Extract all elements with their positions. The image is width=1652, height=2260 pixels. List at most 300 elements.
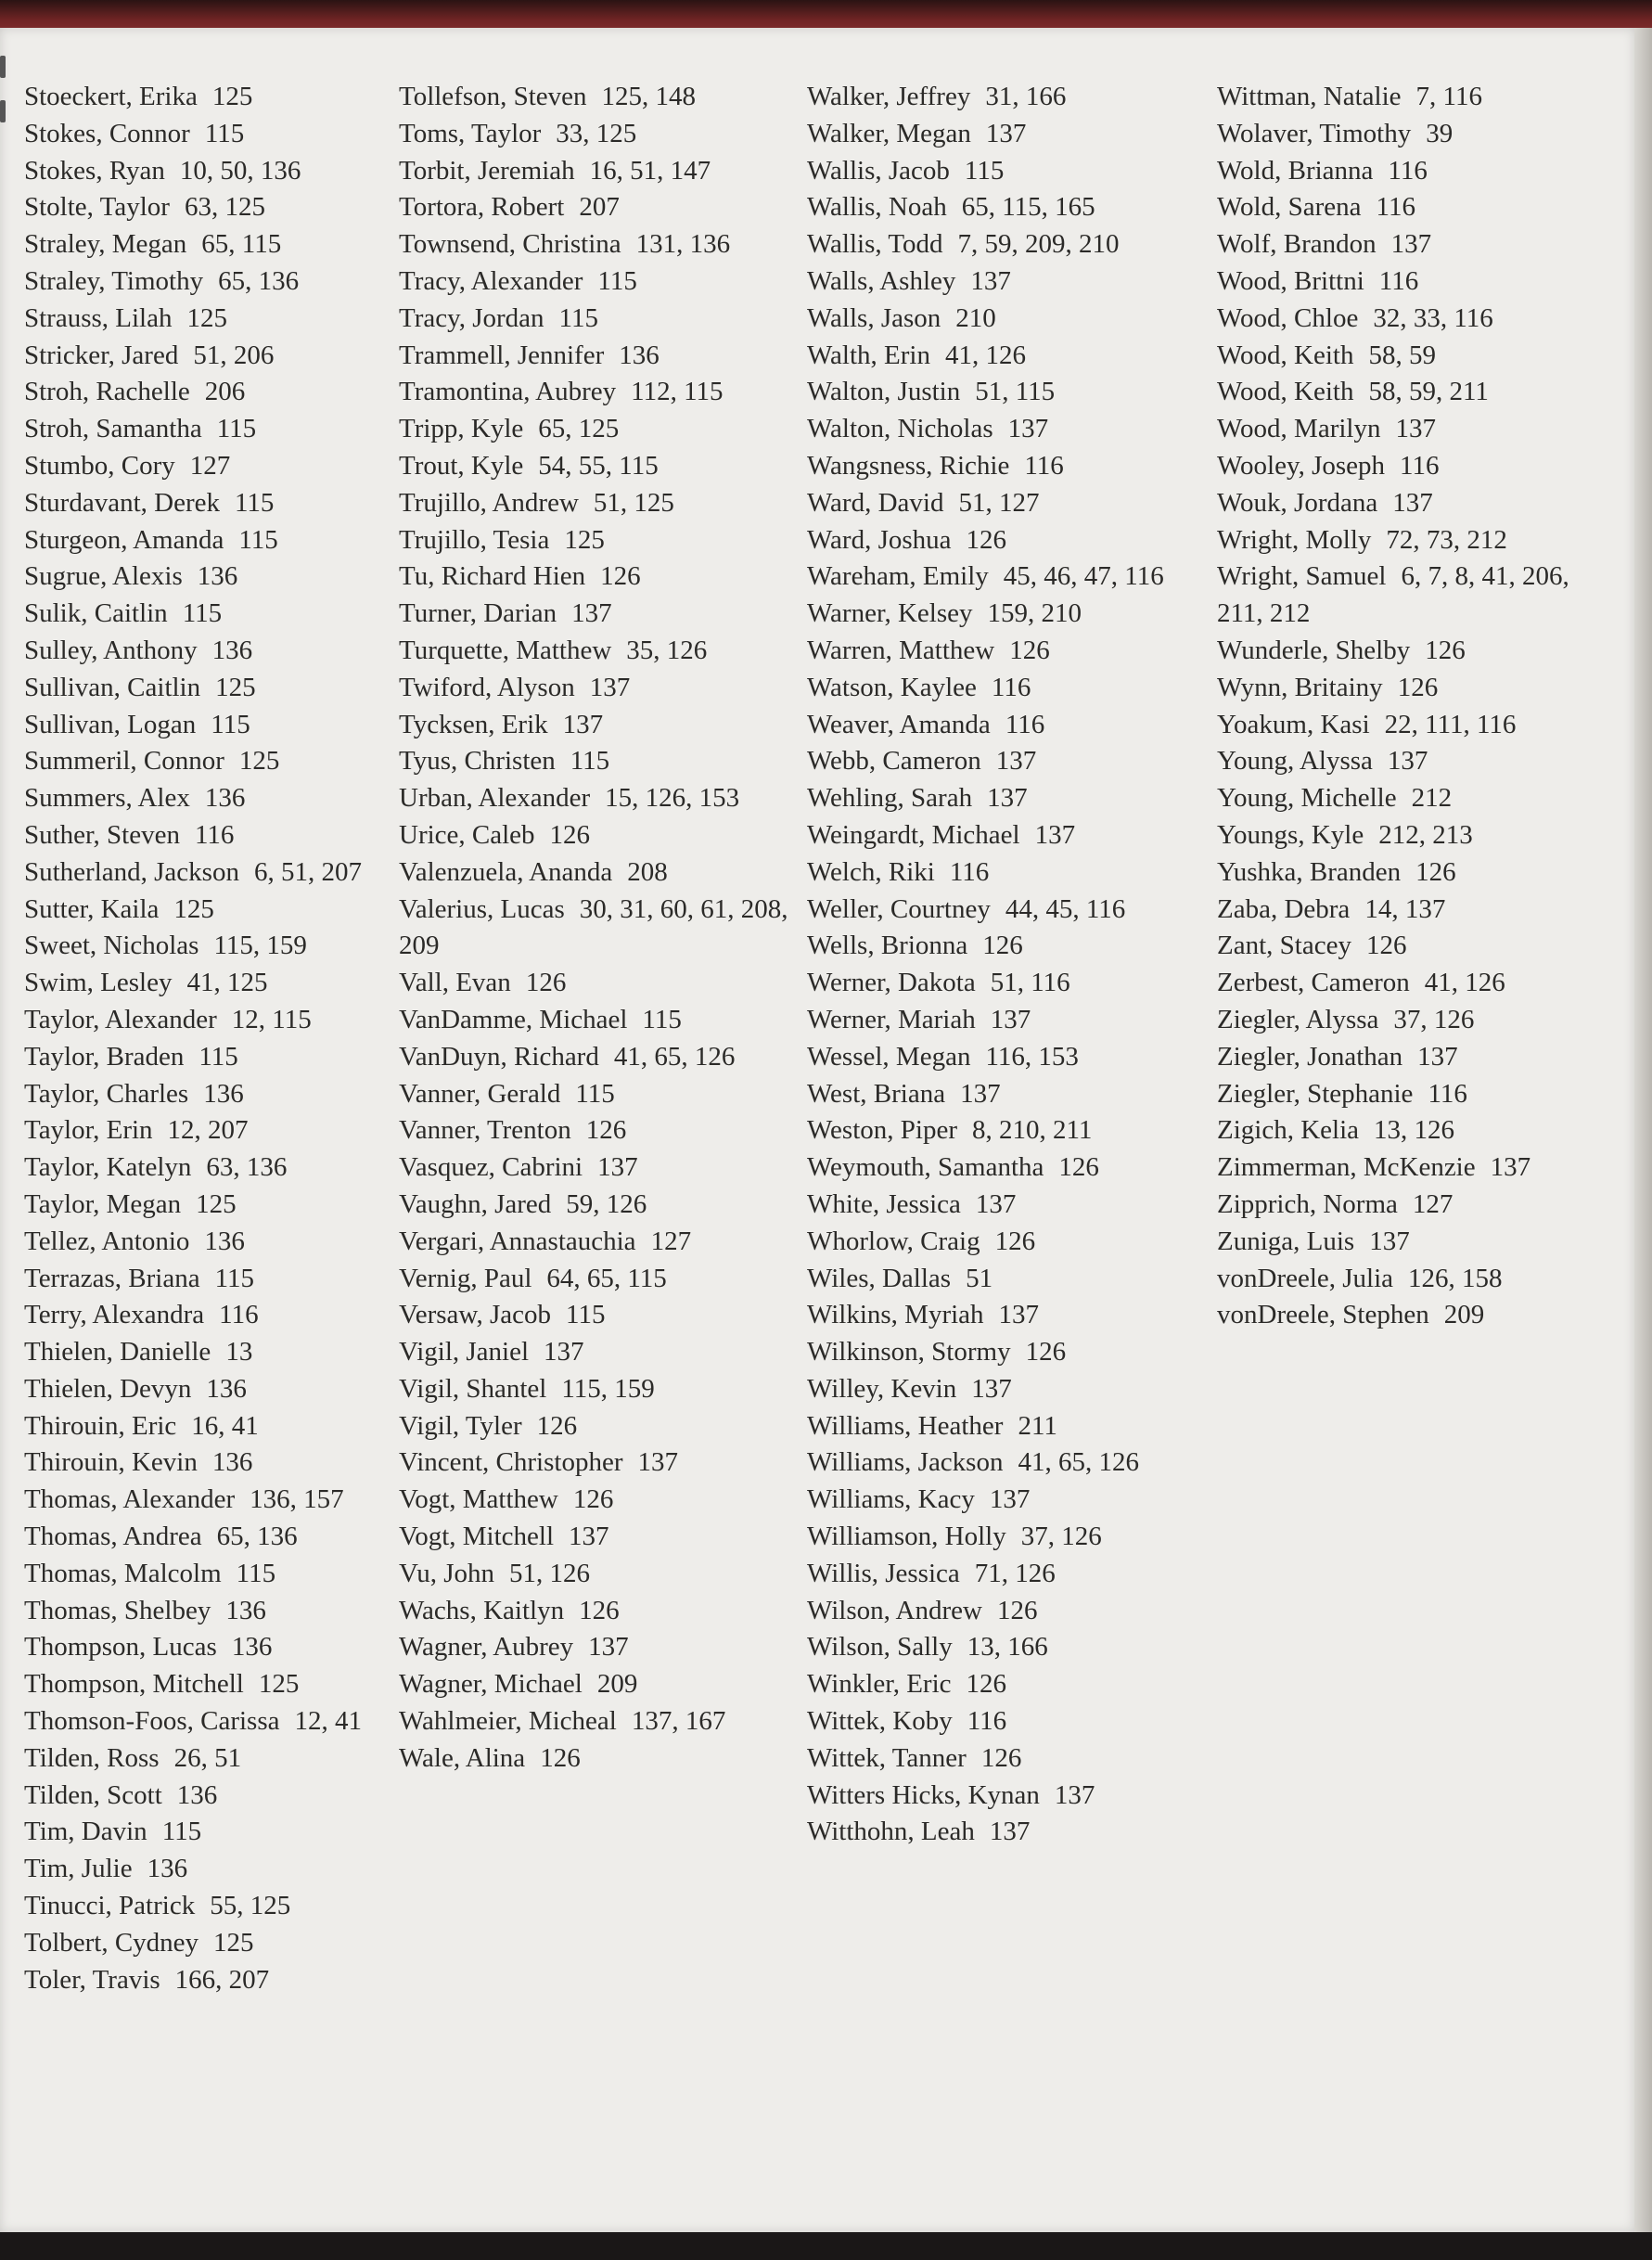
entry-pages: 116 (949, 856, 990, 887)
entry-name: Taylor, Charles (24, 1078, 189, 1109)
entry-name: Zimmerman, McKenzie (1217, 1152, 1476, 1183)
index-entry (24, 780, 395, 817)
entry-name: Wright, Samuel (1217, 561, 1387, 592)
entry-pages: 137 (970, 265, 1011, 296)
index-entry (807, 1039, 1206, 1076)
entry-name: West, Briana (807, 1078, 946, 1109)
index-entry (1217, 1112, 1611, 1149)
entry-name: Stoeckert, Erika (24, 82, 198, 111)
index-entry (24, 1629, 395, 1666)
index-entry (24, 707, 395, 744)
entry-name: Williams, Heather (807, 1410, 1004, 1441)
index-entry (1217, 707, 1611, 744)
entry-name: Witthohn, Leah (807, 1817, 975, 1847)
entry-name: Sutter, Kaila (24, 893, 160, 924)
entry-pages: 126 (980, 1742, 1022, 1773)
entry-pages: 65, 115, 165 (961, 192, 1095, 223)
entry-pages: 58, 59, 211 (1368, 377, 1489, 407)
entry-name: Summers, Alex (24, 783, 190, 814)
index-entry (807, 1593, 1206, 1630)
index-entry (399, 79, 788, 116)
entry-pages: 51 (966, 1263, 993, 1293)
entry-name: White, Jessica (807, 1188, 961, 1219)
entry-pages: 137 (588, 1632, 629, 1663)
index-entry (24, 79, 395, 116)
index-entry (24, 485, 395, 522)
index-entry (24, 1962, 395, 1999)
entry-name: Toms, Taylor (399, 118, 542, 148)
entry-name: Zipprich, Norma (1217, 1188, 1398, 1219)
entry-name: Weller, Courtney (807, 893, 991, 924)
entry-pages: 137 (597, 1152, 638, 1183)
entry-pages: 15, 126, 153 (605, 783, 740, 814)
index-entry (399, 965, 788, 1002)
entry-pages: 116 (1428, 1078, 1467, 1109)
entry-pages: 207 (579, 192, 620, 223)
index-entry (807, 633, 1206, 670)
entry-name: Straley, Timothy (24, 265, 204, 296)
entry-pages: 137 (569, 1522, 609, 1552)
index-entry (1217, 1224, 1611, 1261)
index-entry (807, 1778, 1206, 1815)
entry-pages: 125 (186, 302, 227, 333)
index-entry (1217, 780, 1611, 817)
entry-name: Wright, Molly (1217, 524, 1372, 555)
index-entry (399, 596, 788, 633)
entry-name: Ward, David (807, 487, 944, 518)
entry-name: Warren, Matthew (807, 635, 995, 665)
index-entry (24, 559, 395, 596)
entry-name: Vanner, Trenton (399, 1115, 571, 1146)
index-entry (1217, 485, 1611, 522)
index-entry (24, 1778, 395, 1815)
entry-name: Wagner, Aubrey (399, 1632, 574, 1663)
entry-name: Wangsness, Richie (807, 450, 1010, 481)
entry-name: Sugrue, Alexis (24, 561, 183, 592)
index-entry (24, 1149, 395, 1187)
index-entry (807, 559, 1206, 596)
entry-pages: 136 (203, 1078, 244, 1109)
index-entry (1217, 559, 1611, 633)
index-entry (24, 153, 395, 190)
entry-pages: 125, 148 (601, 82, 697, 111)
entry-name: Stroh, Rachelle (24, 377, 190, 407)
entry-pages: 126 (540, 1742, 581, 1773)
index-entry (1217, 189, 1611, 226)
entry-pages: 12, 207 (167, 1115, 249, 1146)
entry-pages: 37, 126 (1020, 1522, 1102, 1552)
index-entry (24, 301, 395, 338)
index-entry (24, 1297, 395, 1334)
index-entry (807, 780, 1206, 817)
entry-name: Trujillo, Tesia (399, 524, 550, 555)
entry-pages: 126 (1025, 1337, 1067, 1368)
index-entry (24, 1224, 395, 1261)
index-entry (399, 1039, 788, 1076)
index-entry (1217, 153, 1611, 190)
entry-name: Willis, Jessica (807, 1558, 960, 1588)
entry-pages: 41, 126 (1424, 968, 1505, 998)
entry-name: Torbit, Jeremiah (399, 155, 575, 186)
index-entry (24, 448, 395, 485)
entry-name: Wood, Marilyn (1217, 414, 1381, 444)
entry-name: Wilson, Andrew (807, 1595, 982, 1625)
entry-name: Wittman, Natalie (1217, 82, 1402, 111)
index-entry (24, 1925, 395, 1962)
entry-pages: 137 (589, 672, 631, 702)
index-column-3 (807, 79, 1206, 1851)
entry-name: Sturgeon, Amanda (24, 524, 224, 555)
entry-name: Taylor, Braden (24, 1041, 185, 1072)
entry-pages: 136 (176, 1779, 218, 1810)
entry-name: Werner, Mariah (807, 1004, 976, 1034)
entry-pages: 137 (985, 118, 1027, 148)
index-entry (399, 226, 788, 263)
index-entry (24, 1593, 395, 1630)
entry-pages: 115 (570, 746, 610, 777)
index-entry (399, 1297, 788, 1334)
entry-name: Wooley, Joseph (1217, 450, 1386, 481)
index-entry (24, 743, 395, 780)
entry-pages: 125 (211, 82, 253, 111)
index-entry (399, 559, 788, 596)
index-entry (807, 1666, 1206, 1703)
entry-pages: 159, 210 (987, 598, 1082, 629)
entry-name: Wold, Sarena (1217, 192, 1362, 223)
index-entry (399, 301, 788, 338)
entry-name: Thomas, Shelbey (24, 1595, 211, 1625)
entry-name: Toler, Travis (24, 1964, 160, 1995)
entry-pages: 136 (147, 1854, 188, 1884)
entry-name: Swim, Lesley (24, 968, 173, 998)
index-entry (399, 1556, 788, 1593)
entry-pages: 51, 125 (593, 487, 674, 518)
index-entry (399, 892, 788, 966)
index-entry (399, 1408, 788, 1445)
entry-name: VanDamme, Michael (399, 1004, 628, 1034)
entry-name: Walth, Erin (807, 340, 930, 370)
entry-name: Zigich, Kelia (1217, 1115, 1360, 1146)
index-entry (807, 1703, 1206, 1740)
entry-pages: 115, 159 (561, 1373, 655, 1404)
index-entry (399, 1149, 788, 1187)
index-entry (807, 670, 1206, 707)
entry-name: Tim, Davin (24, 1817, 147, 1847)
entry-name: VanDuyn, Richard (399, 1041, 599, 1072)
entry-pages: 210 (955, 302, 996, 333)
entry-pages: 64, 65, 115 (546, 1263, 667, 1293)
entry-pages: 125 (564, 524, 605, 555)
entry-pages: 51, 206 (193, 340, 275, 370)
index-entry (807, 817, 1206, 854)
entry-name: Wilkinson, Stormy (807, 1337, 1011, 1368)
entry-pages: 137 (975, 1188, 1017, 1219)
entry-pages: 6, 51, 207 (253, 856, 362, 887)
entry-name: Walls, Jason (807, 302, 941, 333)
entry-name: Sweet, Nicholas (24, 931, 199, 961)
index-entry (1217, 817, 1611, 854)
entry-pages: 14, 137 (1364, 893, 1446, 924)
entry-pages: 32, 33, 116 (1373, 302, 1493, 333)
index-entry (399, 153, 788, 190)
entry-name: Walker, Megan (807, 118, 971, 148)
index-entry (24, 1888, 395, 1925)
entry-name: Tycksen, Erik (399, 709, 548, 739)
entry-pages: 26, 51 (173, 1742, 242, 1773)
entry-name: Wood, Keith (1217, 377, 1354, 407)
entry-name: Sturdavant, Derek (24, 487, 220, 518)
index-entry (807, 1261, 1206, 1298)
index-entry (1217, 1187, 1611, 1224)
index-entry (399, 448, 788, 485)
entry-pages: 115 (161, 1817, 202, 1847)
entry-pages: 115 (575, 1078, 615, 1109)
entry-pages: 31, 166 (985, 82, 1067, 111)
entry-name: Urice, Caleb (399, 819, 535, 850)
entry-pages: 115 (558, 302, 598, 333)
entry-name: Stroh, Samantha (24, 414, 202, 444)
entry-pages: 30, 31, 60, 61, 208, 209 (399, 893, 788, 961)
index-entry (807, 892, 1206, 929)
index-entry (399, 1334, 788, 1371)
entry-name: Weingardt, Michael (807, 819, 1020, 850)
entry-name: Tramontina, Aubrey (399, 377, 617, 407)
index-entry (1217, 301, 1611, 338)
entry-name: Wallis, Jacob (807, 155, 950, 186)
entry-pages: 137, 167 (631, 1706, 726, 1737)
entry-pages: 137 (971, 1373, 1012, 1404)
entry-pages: 126 (600, 561, 641, 592)
entry-name: Zaba, Debra (1217, 893, 1351, 924)
entry-pages: 115 (216, 414, 257, 444)
entry-pages: 41, 65, 126 (613, 1041, 736, 1072)
entry-pages: 8, 210, 211 (971, 1115, 1093, 1146)
entry-pages: 41, 125 (186, 968, 268, 998)
entry-pages: 127 (1412, 1188, 1454, 1219)
entry-name: Stricker, Jared (24, 340, 179, 370)
entry-pages: 127 (650, 1226, 692, 1256)
entry-name: Taylor, Katelyn (24, 1152, 192, 1183)
index-entry (807, 338, 1206, 375)
index-entry (807, 485, 1206, 522)
entry-name: Walls, Ashley (807, 265, 956, 296)
entry-name: Whorlow, Craig (807, 1226, 980, 1256)
index-entry (24, 1039, 395, 1076)
entry-pages: 115 (964, 155, 1005, 186)
entry-name: Vergari, Annastauchia (399, 1226, 636, 1256)
entry-pages: 127 (189, 450, 231, 481)
index-entry (399, 263, 788, 301)
index-entry (24, 1556, 395, 1593)
index-entry (399, 1002, 788, 1039)
index-entry (24, 1112, 395, 1149)
entry-name: Young, Michelle (1217, 783, 1397, 814)
entry-pages: 137 (989, 1817, 1031, 1847)
entry-pages: 136, 157 (250, 1484, 344, 1515)
index-entry (807, 1076, 1206, 1113)
index-entry (807, 153, 1206, 190)
entry-name: Ward, Joshua (807, 524, 952, 555)
entry-pages: 37, 126 (1393, 1004, 1475, 1034)
index-entry (24, 1519, 395, 1556)
index-entry (24, 1445, 395, 1482)
entry-name: Versaw, Jacob (399, 1300, 552, 1330)
entry-pages: 126 (585, 1115, 627, 1146)
entry-name: Tinucci, Patrick (24, 1891, 196, 1921)
index-entry (807, 1814, 1206, 1851)
entry-name: Wessel, Megan (807, 1041, 971, 1072)
entry-pages: 51, 127 (958, 487, 1040, 518)
index-entry (807, 965, 1206, 1002)
entry-name: Vall, Evan (399, 968, 511, 998)
entry-name: Wold, Brianna (1217, 155, 1374, 186)
index-entry (1217, 1002, 1611, 1039)
index-entry (1217, 1039, 1611, 1076)
entry-name: Strauss, Lilah (24, 302, 173, 333)
entry-name: Vincent, Christopher (399, 1447, 623, 1478)
entry-name: Wood, Brittni (1217, 265, 1364, 296)
entry-name: Tellez, Antonio (24, 1226, 190, 1256)
index-entry (24, 928, 395, 965)
entry-pages: 7, 116 (1415, 82, 1482, 111)
index-entry (24, 596, 395, 633)
index-entry (807, 1112, 1206, 1149)
entry-name: Thompson, Mitchell (24, 1669, 244, 1700)
entry-name: Walton, Justin (807, 377, 961, 407)
index-entry (1217, 79, 1611, 116)
entry-pages: 63, 136 (206, 1152, 288, 1183)
index-entry (399, 1261, 788, 1298)
index-entry (399, 189, 788, 226)
index-entry (24, 670, 395, 707)
entry-pages: 13, 126 (1374, 1115, 1455, 1146)
entry-pages: 137 (1392, 487, 1433, 518)
entry-name: Stumbo, Cory (24, 450, 175, 481)
entry-pages: 137 (1417, 1041, 1458, 1072)
entry-pages: 115 (566, 1300, 606, 1330)
entry-pages: 45, 46, 47, 116 (1003, 561, 1164, 592)
index-entry (24, 854, 395, 892)
index-entry (1217, 670, 1611, 707)
entry-name: Thomas, Malcolm (24, 1558, 222, 1588)
entry-name: Ziegler, Alyssa (1217, 1004, 1379, 1034)
index-entry (1217, 374, 1611, 411)
entry-pages: 65, 115 (201, 229, 282, 260)
entry-pages: 126, 158 (1408, 1263, 1503, 1293)
binding-marks (0, 56, 7, 167)
entry-pages: 115 (214, 1263, 255, 1293)
entry-name: Vasquez, Cabrini (399, 1152, 583, 1183)
index-entry (399, 1371, 788, 1408)
entry-pages: 116 (1378, 265, 1419, 296)
index-entry (1217, 892, 1611, 929)
entry-pages: 208 (627, 856, 668, 887)
index-entry (807, 743, 1206, 780)
index-entry (807, 189, 1206, 226)
entry-name: Wehling, Sarah (807, 783, 973, 814)
entry-name: Wilson, Sally (807, 1632, 953, 1663)
index-entry (807, 226, 1206, 263)
index-entry (1217, 226, 1611, 263)
index-entry (399, 817, 788, 854)
index-entry (24, 226, 395, 263)
entry-name: Tim, Julie (24, 1854, 133, 1884)
entry-pages: 58, 59 (1368, 340, 1436, 370)
entry-pages: 22, 111, 116 (1384, 709, 1517, 739)
entry-name: Youngs, Kyle (1217, 819, 1364, 850)
entry-name: Tu, Richard Hien (399, 561, 586, 592)
index-entry (807, 1371, 1206, 1408)
top-binding-edge (0, 0, 1652, 28)
entry-name: Ziegler, Jonathan (1217, 1041, 1403, 1072)
entry-name: Witters Hicks, Kynan (807, 1779, 1040, 1810)
entry-pages: 126 (536, 1410, 578, 1441)
entry-pages: 137 (1490, 1152, 1531, 1183)
index-entry (24, 1703, 395, 1740)
entry-pages: 116, 153 (985, 1041, 1079, 1072)
entry-name: Tollefson, Steven (399, 82, 587, 111)
entry-name: Zant, Stacey (1217, 931, 1351, 961)
index-entry (399, 854, 788, 892)
entry-pages: 137 (1395, 414, 1436, 444)
index-entry (399, 1482, 788, 1519)
entry-pages: 115, 159 (213, 931, 307, 961)
entry-name: Thomas, Andrea (24, 1522, 202, 1552)
index-entry (807, 411, 1206, 448)
index-entry (807, 1740, 1206, 1778)
entry-name: Trout, Kyle (399, 450, 524, 481)
index-entry (399, 1112, 788, 1149)
entry-pages: 126 (549, 819, 591, 850)
entry-name: Wiles, Dallas (807, 1263, 952, 1293)
entry-name: Werner, Dakota (807, 968, 976, 998)
entry-name: Vigil, Tyler (399, 1410, 522, 1441)
entry-pages: 125 (196, 1188, 237, 1219)
entry-name: Weaver, Amanda (807, 709, 991, 739)
entry-pages: 116 (1376, 192, 1415, 223)
entry-name: Tolbert, Cydney (24, 1927, 199, 1958)
entry-pages: 136 (225, 1595, 266, 1625)
entry-name: Welch, Riki (807, 856, 935, 887)
bottom-binding-edge (0, 2232, 1652, 2260)
entry-pages: 136 (619, 340, 660, 370)
index-entry (807, 374, 1206, 411)
entry-name: Watson, Kaylee (807, 672, 977, 702)
index-entry (807, 596, 1206, 633)
index-entry (807, 1519, 1206, 1556)
entry-name: Wouk, Jordana (1217, 487, 1378, 518)
entry-pages: 115 (235, 487, 275, 518)
entry-name: Zerbest, Cameron (1217, 968, 1410, 998)
index-entry (399, 411, 788, 448)
entry-name: Twiford, Alyson (399, 672, 575, 702)
index-entry (24, 1261, 395, 1298)
entry-name: Stokes, Connor (24, 118, 190, 148)
index-entry (24, 892, 395, 929)
entry-name: Vaughn, Jared (399, 1188, 552, 1219)
entry-pages: 51, 126 (509, 1558, 590, 1588)
entry-name: Williams, Kacy (807, 1484, 975, 1515)
index-entry (1217, 633, 1611, 670)
index-entry (1217, 1297, 1611, 1334)
index-entry (399, 633, 788, 670)
index-entry (24, 1187, 395, 1224)
entry-pages: 137 (562, 709, 604, 739)
entry-name: Webb, Cameron (807, 746, 981, 777)
index-entry (399, 116, 788, 153)
entry-pages: 137 (544, 1337, 584, 1368)
entry-name: Taylor, Alexander (24, 1004, 217, 1034)
